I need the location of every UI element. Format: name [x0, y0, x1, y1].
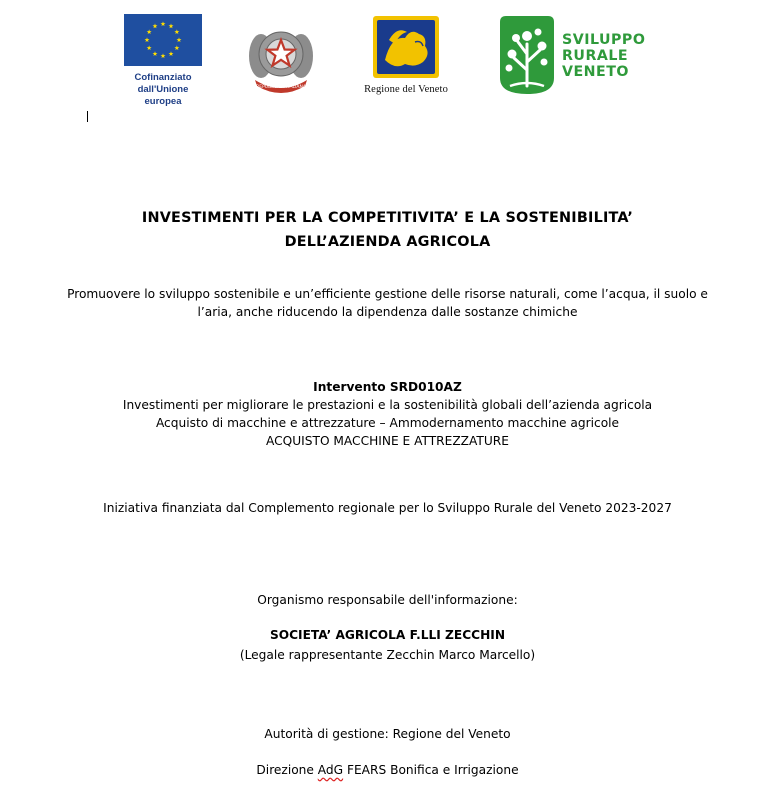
srv-text-line2: RURALE [562, 48, 629, 64]
sviluppo-rurale-veneto-logo [496, 14, 656, 96]
funding-statement: Iniziativa finanziata dal Complemento regionale per lo Sviluppo Rurale del Veneto 2023-2027 [103, 501, 672, 515]
intervento-heading: Intervento SRD010AZ [313, 380, 462, 394]
intervento-line1: Investimenti per migliorare le prestazioni e la sostenibilità globali dell’azienda agricola [122, 398, 653, 412]
company-name: SOCIETA’ AGRICOLA F.LLI ZECCHIN [269, 628, 506, 642]
eu-text-line2: dall'Unione europea [137, 84, 189, 107]
italy-emblem-icon [245, 16, 317, 94]
adg-text: AdG [317, 763, 344, 777]
title-line1: INVESTIMENTI PER LA COMPETITIVITA’ E LA SOSTENIBILITA’ [141, 210, 634, 226]
intervento-line3: ACQUISTO MACCHINE E ATTREZZATURE [266, 434, 509, 448]
veneto-lion-icon [371, 14, 441, 80]
direzione-line [0, 763, 775, 777]
text-cursor [87, 111, 88, 122]
organismo-label: Organismo responsabile dell'informazione: [257, 593, 518, 607]
intervento-line2: Acquisto di macchine e attrezzature – Ammodernamento macchine agricole [155, 416, 620, 430]
direzione-suffix: FEARS Bonifica e Irrigazione [343, 763, 519, 777]
srv-text-line3: VENETO [562, 64, 629, 80]
veneto-logo-text: Regione del Veneto [364, 84, 448, 95]
autorita-gestione: Autorità di gestione: Regione del Veneto [264, 727, 511, 741]
srv-text-line1: SVILUPPO [562, 32, 646, 48]
eu-cofinance-text [118, 72, 208, 108]
direzione-prefix: Direzione [256, 763, 318, 777]
srv-logo-text [562, 32, 645, 80]
eu-flag-icon [124, 14, 202, 66]
subtitle-line1: Promuovere lo sviluppo sostenibile e un’efficiente gestione delle risorse naturali, come l’acqua, il suolo e [67, 287, 708, 301]
eu-logo [118, 14, 208, 108]
eu-text-line1: Cofinanziato [134, 72, 192, 83]
italy-ribbon-text: REPUBBLICA ITALIANA [256, 85, 306, 90]
subtitle-line2: l’aria, anche riducendo la dipendenza dalle sostanze chimiche [197, 305, 578, 319]
italian-republic-emblem [245, 16, 317, 94]
legal-representative: (Legale rappresentante Zecchin Marco Marcello) [239, 648, 536, 662]
title-line2: DELL’AZIENDA AGRICOLA [284, 234, 491, 250]
regione-veneto-logo [354, 14, 458, 95]
tree-icon [496, 14, 558, 96]
